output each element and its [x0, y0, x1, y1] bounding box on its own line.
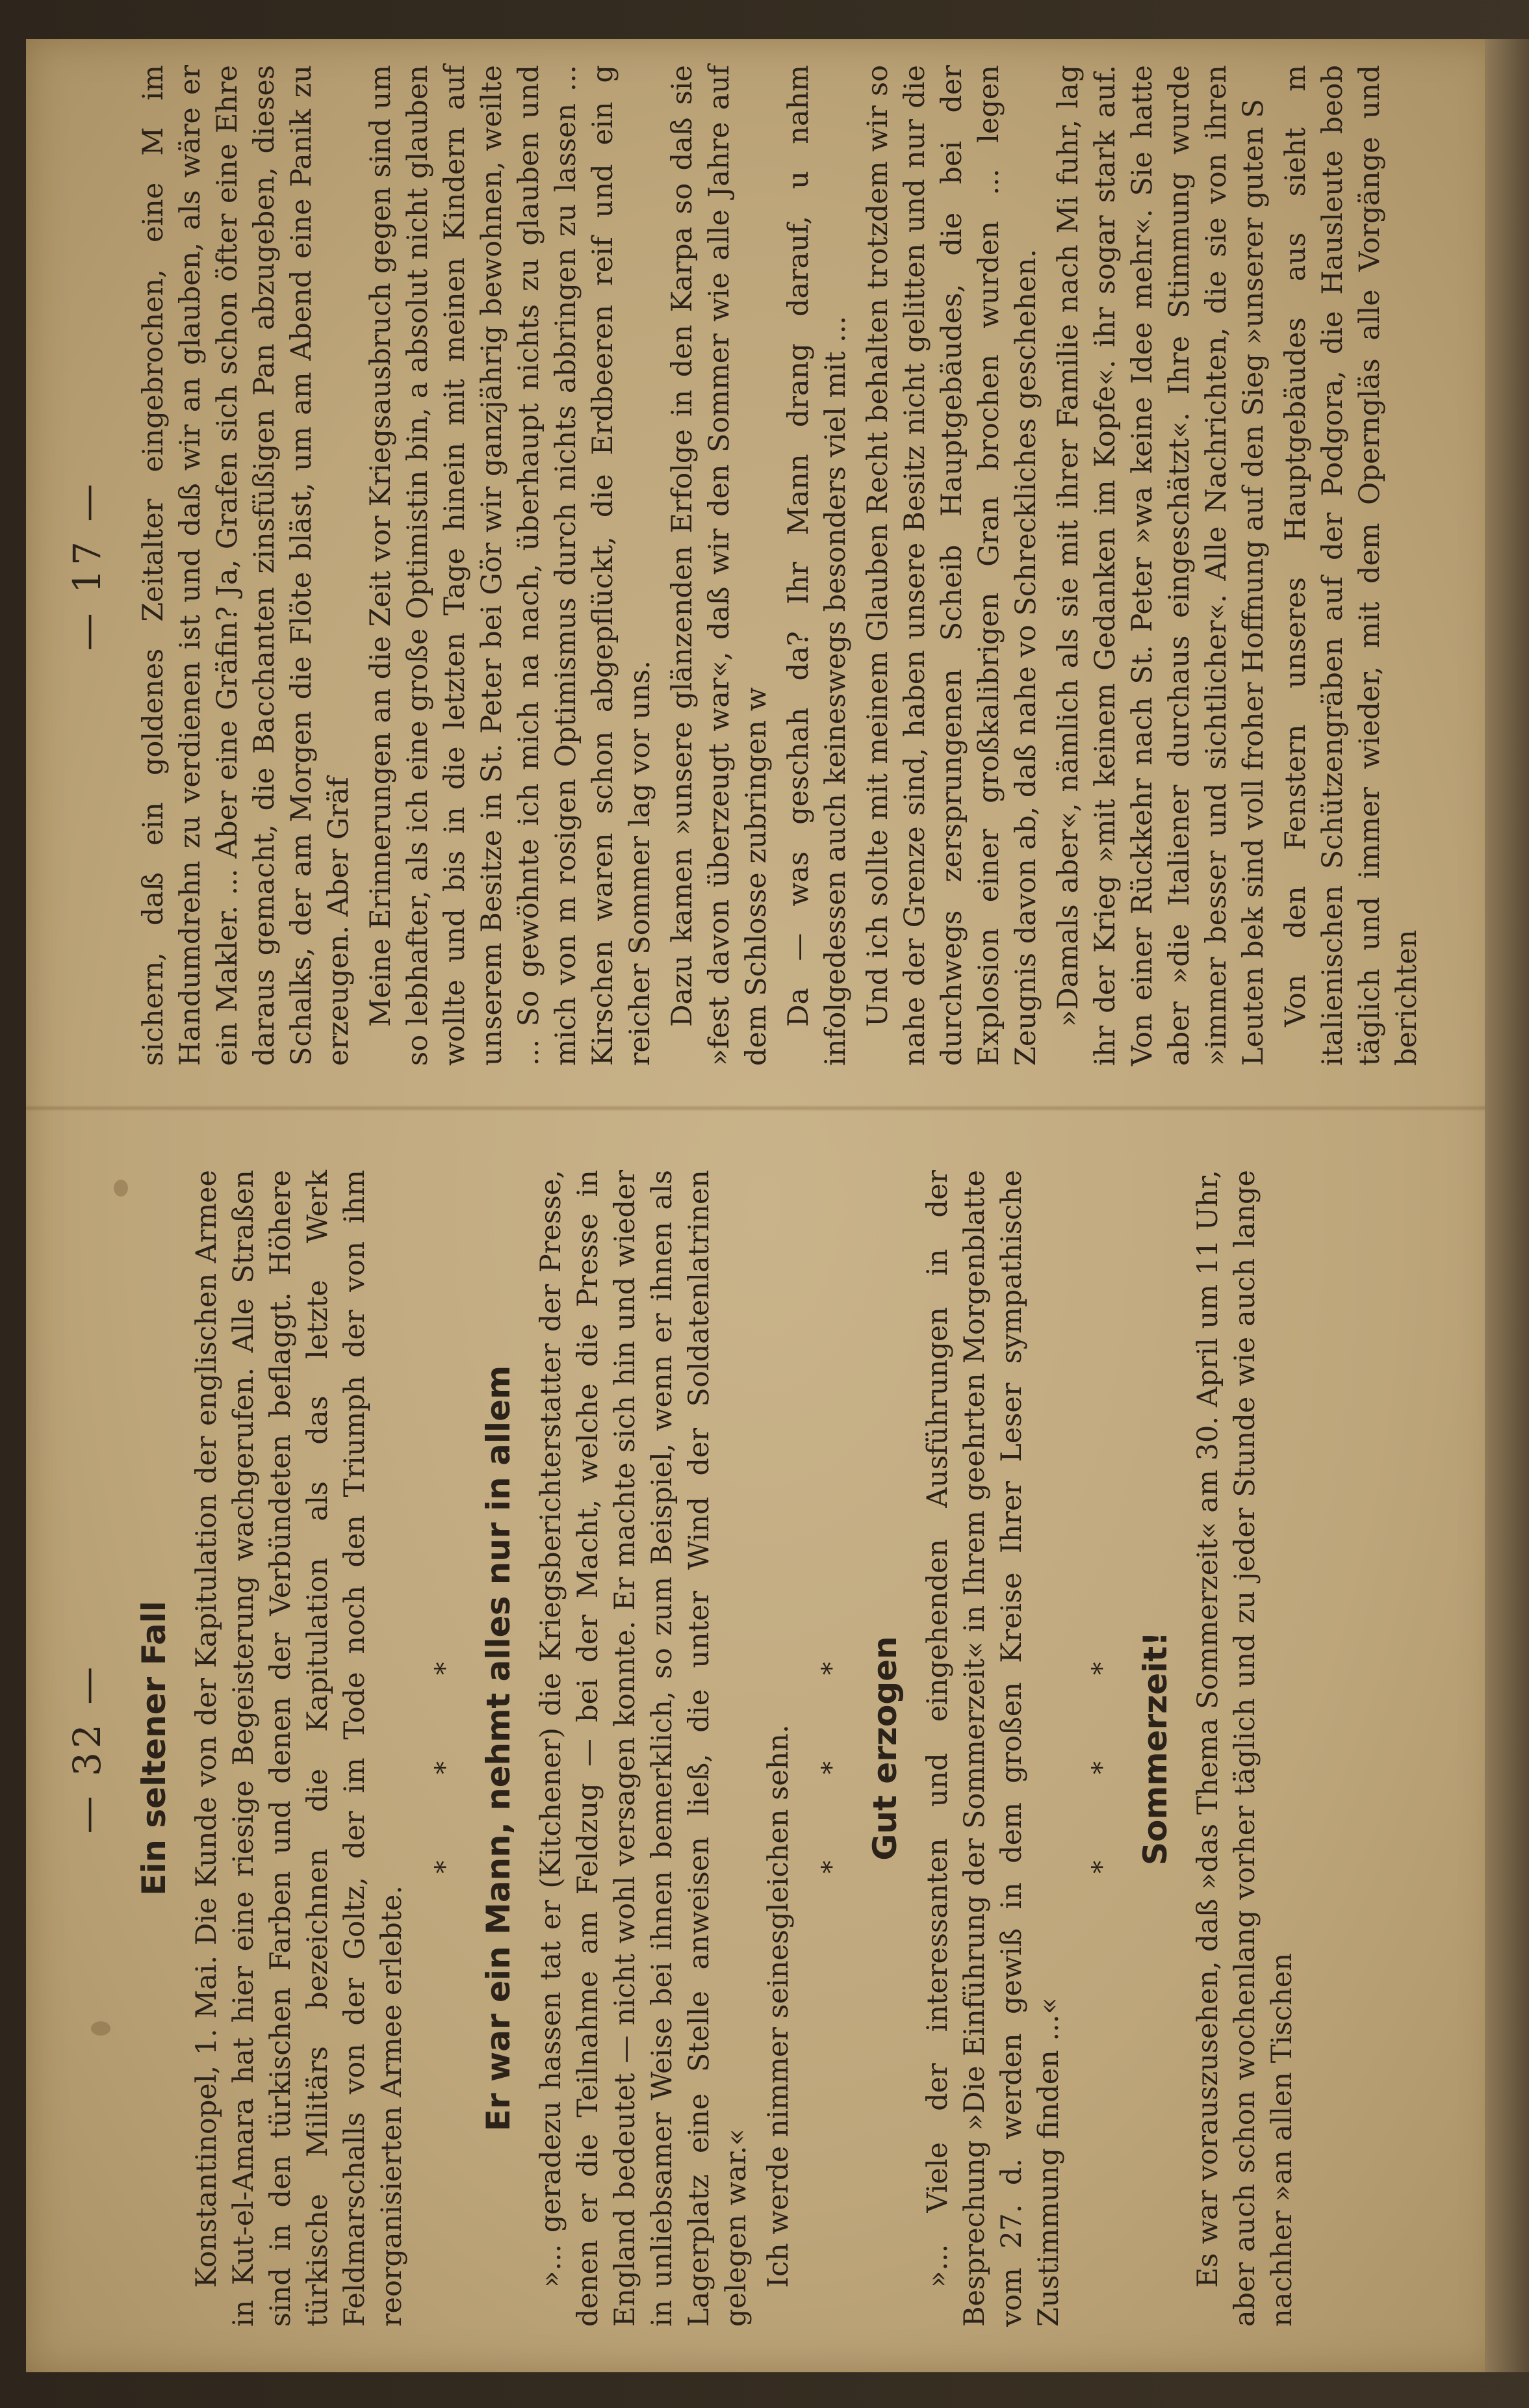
paragraph: »Damals aber«, nämlich als sie mit ihrer Familie nach Mi fuhr, lag ihr der Krieg »mit keinem Gedanken im Kopfe«. ihr sogar stark auf. Von einer Rückkehr nach St. Peter »wa keine Idee mehr«. Sie hatte aber »die Italiener durchaus eingeschätzt«. Ihre Stimmung wurde »immer besser und sichtlicher«. Alle Nachrichten, die sie von ihren Leuten bek sind voll froher Hoffnung auf den Sieg »unserer guten S — [1052, 65, 1270, 1066]
page-number: — 32 — — [65, 1663, 109, 1834]
section-heading: Sommerzeit! — [1137, 1631, 1174, 1865]
section-heading: Ein seltener Fall — [135, 1601, 173, 1896]
paragraph: sichern, daß ein goldenes Zeitalter eingebrochen, eine M im Handumdrehn zu verdienen ist und daß wir an glauben, als wäre er ein Makler. ... Aber eine Gräfin? Ja, Grafen sich schon öfter eine Ehre daraus gemacht, die Bacchanten zinsfüßigen Pan abzugeben, dieses Schalks, der am Morgen die Flöte bläst, um am Abend eine Panik zu erzeugen. Aber Gräf — [137, 65, 355, 1066]
paragraph: Da — was geschah da? Ihr Mann drang darauf, u nahm infolgedessen auch keineswegs besonders viel mit ... — [782, 65, 852, 1066]
section-heading: Er war ein Mann, nehmt alles nur in allem — [480, 1365, 517, 2132]
paragraph: Und ich sollte mit meinem Glauben Recht behalten trotzdem wir so nahe der Grenze sind, haben unsere Besitz nicht gelitten und nur die durchwegs zersprungenen Scheib Hauptgebäudes, die bei der Explosion einer großkalibrigen Gran brochen wurden ... legen Zeugnis davon ab, daß nahe vo Schreckliches geschehen. — [862, 65, 1042, 1066]
paragraph: Ich werde nimmer seinesgleichen sehn. — [762, 1724, 795, 2288]
paragraph: »... geradezu hassen tat er (Kitchener) die Kriegsberichterstatter der Presse, denen er die Teilnahme am Feldzug — bei der Macht, welche die Presse in England bedeutet — nicht wohl versagen konnte. Er machte sich hin und wieder in unliebsamer Weise bei ihnen bemerklich, so zum Beispiel, wenn er ihnen als Lagerplatz eine Stelle anweisen ließ, die unter Wind der Soldatenlatrinen gelegen war.« — [535, 1170, 752, 2327]
page-fold — [26, 1105, 1501, 1111]
page-32 — [58, 1170, 1488, 2327]
section-separator: * * * — [1087, 1623, 1117, 1874]
section-heading: Gut erzogen — [866, 1636, 904, 1861]
paragraph: Dazu kamen »unsere glänzenden Erfolge in den Karpa so daß sie »fest davon überzeugt war«, daß wir den Sommer wie alle Jahre auf dem Schlosse zubringen w — [666, 65, 773, 1066]
page-number: — 17 — — [65, 480, 109, 651]
binding-edge — [1485, 39, 1529, 2372]
paragraph: Meine Erinnerungen an die Zeit vor Kriegsausbruch gegen sind um so lebhafter, als ich eine große Optimistin bin, a absolut nicht glauben wollte und bis in die letzten Tage hinein mit meinen Kindern auf unserem Besitze in St. Peter bei Gör wir ganzjährig bewohnen, weilte ... So gewöhnte ich mich na nach, überhaupt nichts zu glauben und mich von m rosigen Optimismus durch nichts abbringen zu lassen ... Kirschen waren schon abgepflückt, die Erdbeeren reif und ein g reicher Sommer lag vor uns. — [365, 65, 656, 1066]
paragraph: Konstantinopel, 1. Mai. Die Kunde von der Kapitulation der englischen Armee in Kut-el-Amara hat hier eine riesige Begeisterung wachgerufen. Alle Straßen sind in den türkischen Farben und denen der Verbündeten beflaggt. Höhere türkische Militärs bezeichnen die Kapitulation als das letzte Werk Feldmarschalls von der Goltz, der im Tode noch den Triumph der von ihm reorganisierten Armee erlebte. — [190, 1170, 408, 2327]
page-17 — [58, 65, 1488, 1066]
section-separator: * * * — [817, 1623, 847, 1874]
paragraph: Es war vorauszusehen, daß »das Thema Sommerzeit« am 30. April um 11 Uhr, aber auch schon wochenlang vorher täglich und zu jeder Stunde wie auch lange nachher »an allen Tischen — [1192, 1170, 1298, 2327]
section-separator: * * * — [430, 1623, 460, 1874]
paragraph: Von den Fenstern unseres Hauptgebäudes aus sieht m italienischen Schützengräben auf der Podgora, die Hausleute beob täglich und immer wieder, mit dem Operngläs alle Vorgänge und berichten — [1279, 65, 1423, 1066]
paragraph: »... Viele der interessanten und eingehenden Ausführungen in der Besprechung »Die Einführung der Sommerzeit« in Ihrem geehrten Morgenblatte vom 27. d. werden gewiß in dem großen Kreise Ihrer Leser sympathische Zustimmung finden ...« — [921, 1170, 1065, 2327]
